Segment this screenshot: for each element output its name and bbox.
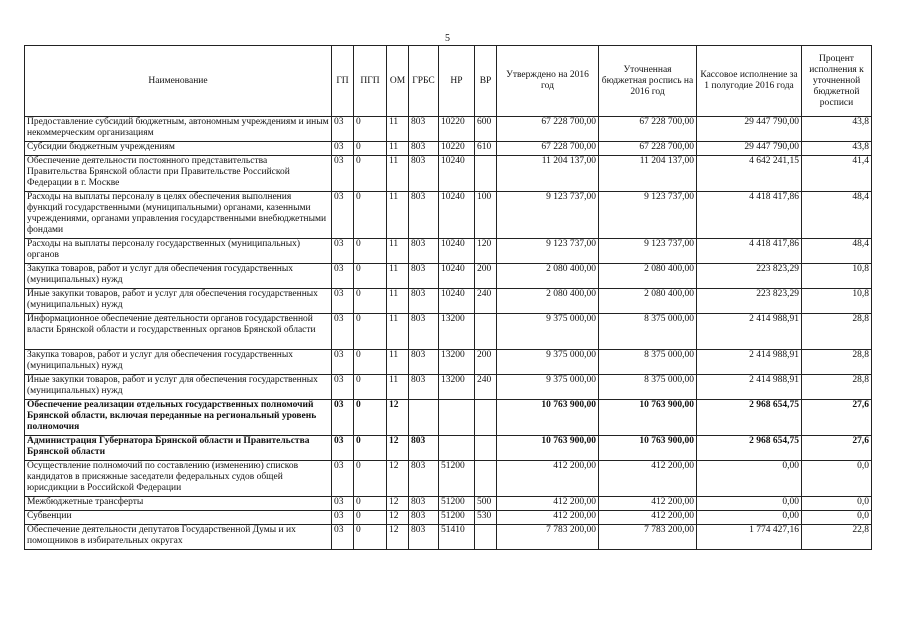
budget-table [24,45,872,550]
cell-approved: 11 204 137,00 [497,156,599,192]
cell-cash: 2 414 988,91 [697,350,802,375]
cell-grbs: 803 [409,436,439,461]
cell-grbs: 803 [409,264,439,289]
cell-gp: 03 [332,461,354,497]
cell-revised: 8 375 000,00 [599,314,697,350]
cell-approved: 9 375 000,00 [497,314,599,350]
cell-pgp: 0 [354,314,387,350]
cell-vr [475,156,497,192]
cell-om: 11 [387,264,409,289]
cell-gp: 03 [332,117,354,142]
cell-cash: 29 447 790,00 [697,142,802,156]
cell-pgp: 0 [354,350,387,375]
cell-percent: 27,6 [802,436,872,461]
cell-cash: 2 968 654,75 [697,400,802,436]
cell-vr: 200 [475,350,497,375]
cell-gp: 03 [332,400,354,436]
cell-vr: 100 [475,192,497,239]
cell-revised: 11 204 137,00 [599,156,697,192]
cell-om: 11 [387,375,409,400]
cell-pgp: 0 [354,156,387,192]
cell-grbs: 803 [409,525,439,550]
cell-grbs [409,400,439,436]
cell-vr: 200 [475,264,497,289]
cell-nr: 13200 [439,350,475,375]
cell-grbs: 803 [409,239,439,264]
cell-grbs: 803 [409,461,439,497]
table-row [25,400,872,436]
cell-grbs: 803 [409,497,439,511]
cell-vr [475,525,497,550]
header-gp: ГП [332,46,354,117]
cell-gp: 03 [332,436,354,461]
table-row [25,142,872,156]
cell-cash: 1 774 427,16 [697,525,802,550]
cell-name: Администрация Губернатора Брянской области и Правительства Брянской области [25,436,332,461]
cell-approved: 412 200,00 [497,497,599,511]
header-percent: Процент исполнения к уточненной бюджетной росписи [802,46,872,117]
cell-cash: 4 418 417,86 [697,192,802,239]
cell-nr: 51200 [439,461,475,497]
cell-revised: 67 228 700,00 [599,117,697,142]
cell-vr: 530 [475,511,497,525]
cell-nr: 10240 [439,289,475,314]
cell-pgp: 0 [354,400,387,436]
cell-grbs: 803 [409,511,439,525]
cell-percent: 0,0 [802,497,872,511]
cell-approved: 9 375 000,00 [497,350,599,375]
cell-om: 11 [387,192,409,239]
cell-percent: 28,8 [802,375,872,400]
table-row [25,289,872,314]
cell-approved: 10 763 900,00 [497,436,599,461]
header-vr: ВР [475,46,497,117]
cell-om: 12 [387,400,409,436]
table-row [25,239,872,264]
cell-gp: 03 [332,375,354,400]
cell-grbs: 803 [409,350,439,375]
cell-cash: 2 968 654,75 [697,436,802,461]
cell-gp: 03 [332,156,354,192]
cell-gp: 03 [332,142,354,156]
cell-percent: 22,8 [802,525,872,550]
cell-percent: 10,8 [802,289,872,314]
cell-revised: 8 375 000,00 [599,350,697,375]
cell-percent: 28,8 [802,314,872,350]
cell-nr: 10220 [439,142,475,156]
cell-grbs: 803 [409,142,439,156]
cell-grbs: 803 [409,117,439,142]
cell-pgp: 0 [354,289,387,314]
cell-vr: 240 [475,375,497,400]
cell-name: Расходы на выплаты персоналу государственных (муниципальных) органов [25,239,332,264]
cell-approved: 67 228 700,00 [497,142,599,156]
cell-cash: 29 447 790,00 [697,117,802,142]
cell-grbs: 803 [409,156,439,192]
cell-om: 12 [387,436,409,461]
cell-nr: 51200 [439,497,475,511]
cell-nr: 10240 [439,192,475,239]
cell-approved: 9 123 737,00 [497,239,599,264]
cell-percent: 0,0 [802,511,872,525]
cell-nr: 10240 [439,239,475,264]
cell-name: Предоставление субсидий бюджетным, автономным учреждениям и иным некоммерческим организациям [25,117,332,142]
cell-approved: 9 123 737,00 [497,192,599,239]
cell-name: Иные закупки товаров, работ и услуг для обеспечения государственных (муниципальных) нужд [25,375,332,400]
cell-pgp: 0 [354,375,387,400]
cell-vr [475,400,497,436]
cell-pgp: 0 [354,192,387,239]
cell-nr: 51200 [439,511,475,525]
cell-percent: 28,8 [802,350,872,375]
cell-name: Информационное обеспечение деятельности органов государственной власти Брянской области и государственных органов Брянской области [25,314,332,350]
cell-om: 11 [387,156,409,192]
cell-pgp: 0 [354,436,387,461]
cell-pgp: 0 [354,117,387,142]
cell-grbs: 803 [409,289,439,314]
cell-nr: 51410 [439,525,475,550]
cell-name: Закупка товаров, работ и услуг для обеспечения государственных (муниципальных) нужд [25,350,332,375]
table-row [25,314,872,350]
cell-cash: 0,00 [697,497,802,511]
cell-name: Обеспечение реализации отдельных государственных полномочий Брянской области, включая переданные на региональный уровень полномочия [25,400,332,436]
cell-om: 11 [387,239,409,264]
cell-om: 12 [387,525,409,550]
cell-revised: 10 763 900,00 [599,436,697,461]
cell-om: 11 [387,142,409,156]
header-nr: НР [439,46,475,117]
cell-revised: 7 783 200,00 [599,525,697,550]
cell-name: Субвенции [25,511,332,525]
cell-name: Расходы на выплаты персоналу в целях обеспечения выполнения функций государственными (муниципальными) органами, казенными учреждениями, органами управления государственными внебюджетными фондами [25,192,332,239]
cell-revised: 10 763 900,00 [599,400,697,436]
cell-cash: 2 414 988,91 [697,314,802,350]
cell-vr: 120 [475,239,497,264]
cell-nr: 13200 [439,375,475,400]
table-row [25,525,872,550]
cell-approved: 7 783 200,00 [497,525,599,550]
cell-nr: 10240 [439,156,475,192]
cell-om: 12 [387,497,409,511]
cell-name: Иные закупки товаров, работ и услуг для обеспечения государственных (муниципальных) нужд [25,289,332,314]
cell-pgp: 0 [354,264,387,289]
table-row [25,264,872,289]
table-row [25,350,872,375]
cell-revised: 8 375 000,00 [599,375,697,400]
cell-revised: 412 200,00 [599,511,697,525]
cell-cash: 2 414 988,91 [697,375,802,400]
cell-revised: 412 200,00 [599,497,697,511]
cell-cash: 4 642 241,15 [697,156,802,192]
cell-percent: 41,4 [802,156,872,192]
cell-name: Обеспечение деятельности депутатов Государственной Думы и их помощников в избирательных округах [25,525,332,550]
page-number: 5 [445,33,450,44]
table-row [25,436,872,461]
cell-nr [439,436,475,461]
cell-approved: 10 763 900,00 [497,400,599,436]
cell-pgp: 0 [354,461,387,497]
cell-gp: 03 [332,525,354,550]
cell-nr [439,400,475,436]
cell-gp: 03 [332,497,354,511]
cell-gp: 03 [332,314,354,350]
cell-percent: 0,0 [802,461,872,497]
header-cash: Кассовое исполнение за 1 полугодие 2016 года [697,46,802,117]
cell-vr [475,314,497,350]
cell-nr: 13200 [439,314,475,350]
cell-cash: 0,00 [697,461,802,497]
cell-percent: 43,8 [802,142,872,156]
table-row [25,511,872,525]
cell-vr [475,461,497,497]
cell-pgp: 0 [354,142,387,156]
cell-vr [475,436,497,461]
cell-name: Субсидии бюджетным учреждениям [25,142,332,156]
cell-approved: 412 200,00 [497,511,599,525]
cell-pgp: 0 [354,239,387,264]
cell-approved: 2 080 400,00 [497,289,599,314]
cell-percent: 43,8 [802,117,872,142]
cell-vr: 500 [475,497,497,511]
cell-revised: 2 080 400,00 [599,289,697,314]
header-name: Наименование [25,46,332,117]
cell-name: Закупка товаров, работ и услуг для обеспечения государственных (муниципальных) нужд [25,264,332,289]
cell-cash: 0,00 [697,511,802,525]
cell-revised: 412 200,00 [599,461,697,497]
cell-gp: 03 [332,192,354,239]
cell-om: 11 [387,314,409,350]
header-om: ОМ [387,46,409,117]
table-row [25,192,872,239]
cell-approved: 9 375 000,00 [497,375,599,400]
cell-name: Осуществление полномочий по составлению (изменению) списков кандидатов в присяжные заседатели федеральных судов общей юрисдикции в Российской Федерации [25,461,332,497]
cell-om: 11 [387,350,409,375]
cell-revised: 9 123 737,00 [599,192,697,239]
cell-approved: 412 200,00 [497,461,599,497]
cell-vr: 610 [475,142,497,156]
table-header-row [25,46,872,117]
table-body [25,117,872,550]
cell-nr: 10240 [439,264,475,289]
cell-grbs: 803 [409,375,439,400]
cell-percent: 27,6 [802,400,872,436]
cell-approved: 2 080 400,00 [497,264,599,289]
cell-gp: 03 [332,239,354,264]
cell-pgp: 0 [354,525,387,550]
cell-om: 11 [387,289,409,314]
cell-vr: 600 [475,117,497,142]
header-approved: Утверждено на 2016 год [497,46,599,117]
cell-cash: 223 823,29 [697,289,802,314]
cell-revised: 67 228 700,00 [599,142,697,156]
table-row [25,461,872,497]
cell-cash: 4 418 417,86 [697,239,802,264]
table-row [25,117,872,142]
cell-cash: 223 823,29 [697,264,802,289]
cell-pgp: 0 [354,511,387,525]
cell-gp: 03 [332,350,354,375]
cell-approved: 67 228 700,00 [497,117,599,142]
cell-percent: 10,8 [802,264,872,289]
header-pgp: ПГП [354,46,387,117]
cell-name: Обеспечение деятельности постоянного представительства Правительства Брянской области при Правительстве Российской Федерации в г. Москве [25,156,332,192]
cell-revised: 2 080 400,00 [599,264,697,289]
cell-nr: 10220 [439,117,475,142]
cell-grbs: 803 [409,192,439,239]
table-row [25,156,872,192]
header-revised: Уточненная бюджетная роспись на 2016 год [599,46,697,117]
cell-percent: 48,4 [802,239,872,264]
cell-om: 12 [387,461,409,497]
cell-gp: 03 [332,511,354,525]
cell-percent: 48,4 [802,192,872,239]
header-grbs: ГРБС [409,46,439,117]
cell-pgp: 0 [354,497,387,511]
table-row [25,497,872,511]
cell-name: Межбюджетные трансферты [25,497,332,511]
cell-revised: 9 123 737,00 [599,239,697,264]
cell-om: 12 [387,511,409,525]
cell-gp: 03 [332,289,354,314]
cell-grbs: 803 [409,314,439,350]
cell-vr: 240 [475,289,497,314]
cell-om: 11 [387,117,409,142]
table-row [25,375,872,400]
cell-gp: 03 [332,264,354,289]
